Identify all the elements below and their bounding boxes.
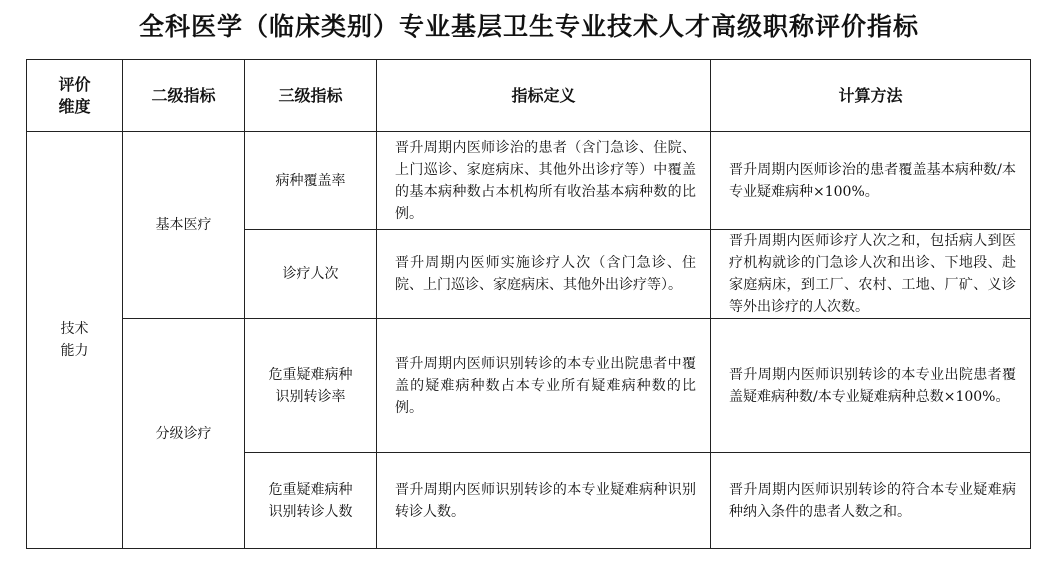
method-cell: 晋升周期内医师诊治的患者覆盖基本病种数/本专业疑难病种×100%。 (711, 132, 1031, 230)
method-cell: 晋升周期内医师识别转诊的符合本专业疑难病种纳入条件的患者人数之和。 (711, 453, 1031, 549)
definition-cell: 晋升周期内医师实施诊疗人次（含门急诊、住院、上门巡诊、家庭病床、其他外出诊疗等）。 (377, 230, 711, 319)
definition-cell: 晋升周期内医师识别转诊的本专业出院患者中覆盖的疑难病种数占本专业所有疑难病种数的比例。 (377, 319, 711, 453)
method-cell: 晋升周期内医师诊疗人次之和，包括病人到医疗机构就诊的门急诊人次和出诊、下地段、赴家庭病床，到工厂、农村、工地、厂矿、义诊等外出诊疗的人次数。 (711, 230, 1031, 319)
indicator-cell: 危重疑难病种 识别转诊人数 (245, 453, 377, 549)
table-header-row (27, 60, 1031, 132)
header-dimension: 评价 维度 (27, 60, 123, 132)
evaluation-table (26, 59, 1031, 549)
header-tertiary-indicator: 三级指标 (245, 60, 377, 132)
indicator-cell: 危重疑难病种 识别转诊率 (245, 319, 377, 453)
page-title: 全科医学（临床类别）专业基层卫生专业技术人才高级职称评价指标 (138, 12, 919, 41)
header-calculation-method: 计算方法 (711, 60, 1031, 132)
table-row (27, 319, 1031, 453)
group-cell-tiered-care: 分级诊疗 (123, 319, 245, 549)
dimension-cell: 技术 能力 (27, 132, 123, 549)
group-cell-basic-medical: 基本医疗 (123, 132, 245, 319)
table-row (27, 132, 1031, 230)
header-secondary-indicator: 二级指标 (123, 60, 245, 132)
definition-cell: 晋升周期内医师识别转诊的本专业疑难病种识别转诊人数。 (377, 453, 711, 549)
header-definition: 指标定义 (377, 60, 711, 132)
indicator-cell: 诊疗人次 (245, 230, 377, 319)
method-cell: 晋升周期内医师识别转诊的本专业出院患者覆盖疑难病种数/本专业疑难病种总数×100%。 (711, 319, 1031, 453)
indicator-cell: 病种覆盖率 (245, 132, 377, 230)
definition-cell: 晋升周期内医师诊治的患者（含门急诊、住院、上门巡诊、家庭病床、其他外出诊疗等）中覆盖的基本病种数占本机构所有收治基本病种数的比例。 (377, 132, 711, 230)
